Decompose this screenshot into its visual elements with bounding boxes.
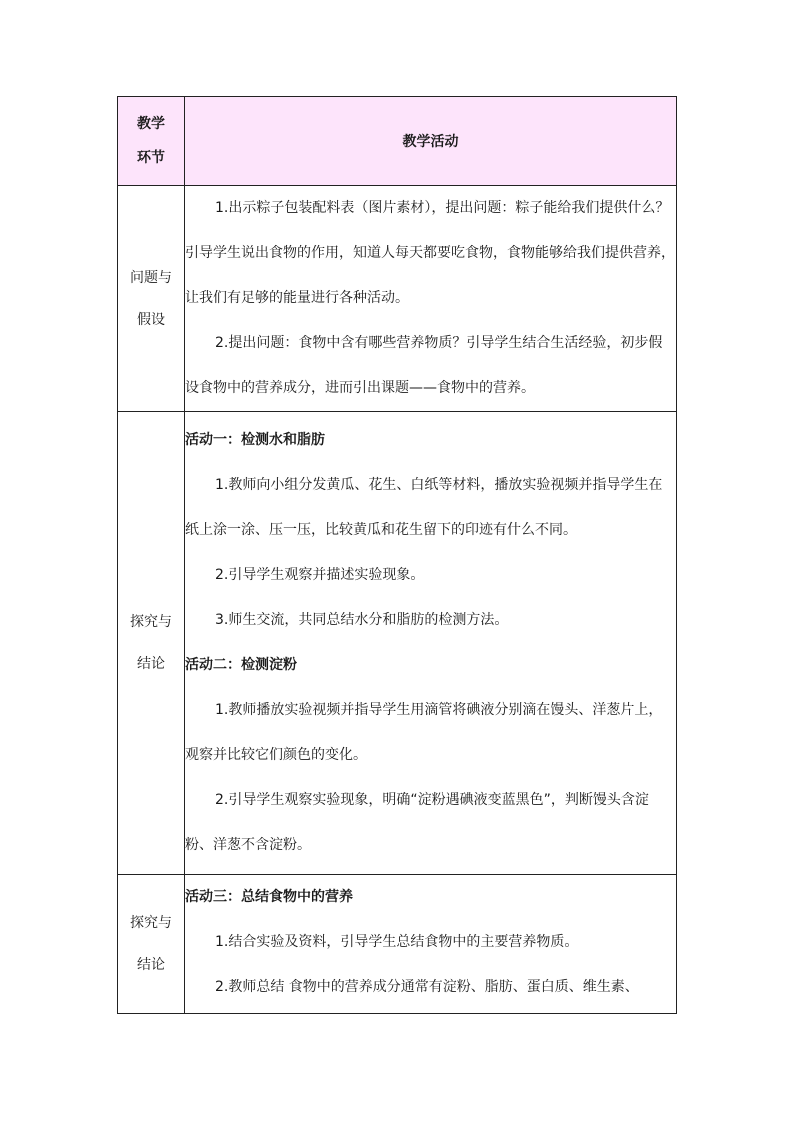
table-header-row (118, 97, 677, 186)
paragraph: 3.师生交流，共同总结水分和脂肪的检测方法。 (215, 612, 509, 628)
paragraph: 1.教师向小组分发黄瓜、花生、白纸等材料，播放实验视频并指导学生在纸上涂一涂、压一压，比较黄瓜和花生留下的印迹有什么不同。 (185, 477, 663, 538)
paragraph: 1.结合实验及资料，引导学生总结食物中的主要营养物质。 (215, 934, 579, 950)
activity-title: 活动一：检测水和脂肪 (185, 432, 325, 448)
stage-label: 探究与结论 (130, 614, 172, 672)
table-row (118, 412, 677, 875)
header-activity-cell (185, 97, 677, 186)
lesson-plan-table (117, 96, 677, 1014)
paragraph: 2.教师总结 食物中的营养成分通常有淀粉、脂肪、蛋白质、维生素、 (215, 979, 639, 995)
stage-cell (118, 186, 185, 412)
header-stage-cell (118, 97, 185, 186)
activity-cell (185, 412, 677, 875)
activity-title: 活动二：检测淀粉 (185, 657, 297, 673)
paragraph: 2.引导学生观察并描述实验现象。 (215, 567, 425, 583)
paragraph: 1.教师播放实验视频并指导学生用滴管将碘液分别滴在馒头、洋葱片上，观察并比较它们颜色的变化。 (185, 702, 663, 763)
stage-cell (118, 412, 185, 875)
stage-cell (118, 875, 185, 1014)
paragraph: 2.提出问题：食物中含有哪些营养物质？引导学生结合生活经验，初步假设食物中的营养成分，进而引出课题——食物中的营养。 (185, 335, 663, 396)
activity-cell (185, 186, 677, 412)
stage-label: 问题与假设 (130, 269, 172, 328)
header-activity-label: 教学活动 (402, 134, 459, 150)
table-row (118, 186, 677, 412)
table-row (118, 875, 677, 1014)
activity-title: 活动三：总结食物中的营养 (185, 889, 353, 905)
stage-label: 探究与结论 (130, 915, 172, 973)
activity-cell (185, 875, 677, 1014)
paragraph: 2.引导学生观察实验现象，明确“淀粉遇碘液变蓝黑色”，判断馒头含淀粉、洋葱不含淀粉。 (185, 792, 649, 853)
header-stage-label: 教学环节 (137, 116, 165, 166)
paragraph: 1.出示粽子包装配料表（图片素材），提出问题：粽子能给我们提供什么？引导学生说出食物的作用，知道人每天都要吃食物，食物能够给我们提供营养，让我们有足够的能量进行各种活动。 (185, 200, 675, 306)
